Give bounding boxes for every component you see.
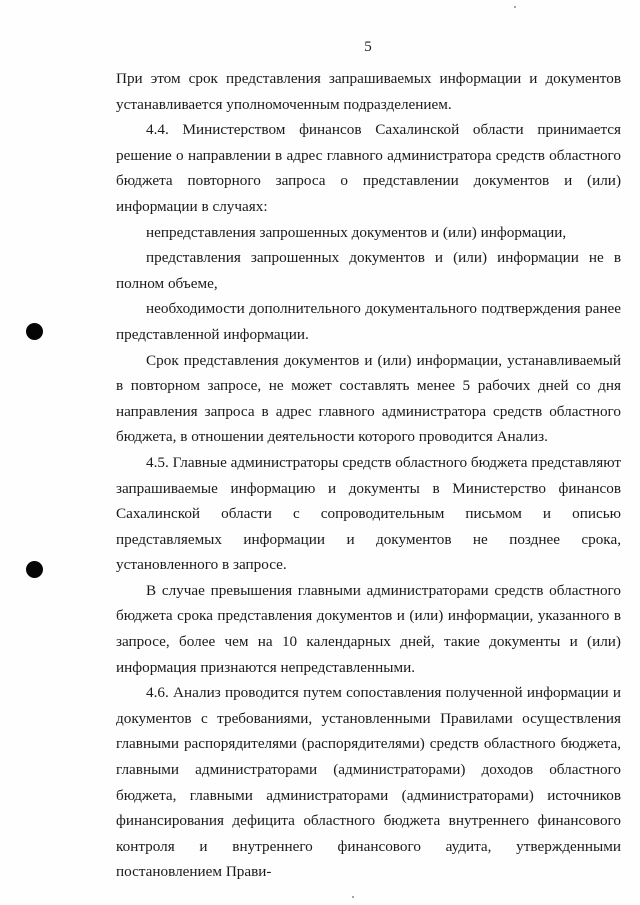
list-item-nepredstavleniya: непредставления запрошенных документов и (или) информации, bbox=[146, 223, 567, 241]
scan-speck bbox=[352, 896, 354, 898]
scan-speck bbox=[514, 6, 516, 8]
document-body bbox=[116, 66, 621, 885]
list-item-neobhodimosti: необходимости дополнительного документального подтверждения ранее представленной информации. bbox=[116, 300, 621, 343]
paragraph-4-4: 4.4. Министерством финансов Сахалинской области принимается решение о направлении в адрес главного администратора средств областного бюджета повторного запроса о представлении документов и (или) информации в случаях: bbox=[116, 121, 621, 215]
paragraph-prevysheniya: В случае превышения главными администраторами средств областного бюджета срока представления документов и (или) информации, указанного в запросе, более чем на 10 календарных дней, такие документы и (или) информация признаются непредставленными. bbox=[116, 581, 621, 676]
page-number: 5 bbox=[364, 39, 372, 55]
hole-punch-mark-bottom bbox=[26, 561, 43, 578]
paragraph-4-5: 4.5. Главные администраторы средств областного бюджета представляют запрашиваемые информацию и документы в Министерство финансов Сахалинской области с сопроводительным письмом и описью представляемых информации и документов не позднее срока, установленного в запросе. bbox=[116, 453, 621, 574]
paragraph-srok-povtornyi: Срок представления документов и (или) информации, устанавливаемый в повторном запросе, не может составлять менее 5 рабочих дней со дня направления запроса в адрес главного администратора средств областного бюджета, в отношении деятельности которого проводится Анализ. bbox=[116, 351, 621, 446]
paragraph-srok-note: При этом срок представления запрашиваемых информации и документов устанавливается уполномоченным подразделением. bbox=[116, 70, 621, 113]
list-item-predstavleniya: представления запрошенных документов и (или) информации не в полном объеме, bbox=[116, 249, 621, 292]
hole-punch-mark-top bbox=[26, 323, 43, 340]
paragraph-4-6: 4.6. Анализ проводится путем сопоставления полученной информации и документов с требованиями, установленными Правилами осуществления главными распорядителями (распорядителями) средств областного бюджета, главными администраторами (администраторами) доходов областного бюджета, главными администраторами (администраторами) источников финансирования дефицита областного бюджета внутреннего финансового контроля и внутреннего финансового аудита, утвержденными постановлением Прави- bbox=[116, 684, 621, 881]
